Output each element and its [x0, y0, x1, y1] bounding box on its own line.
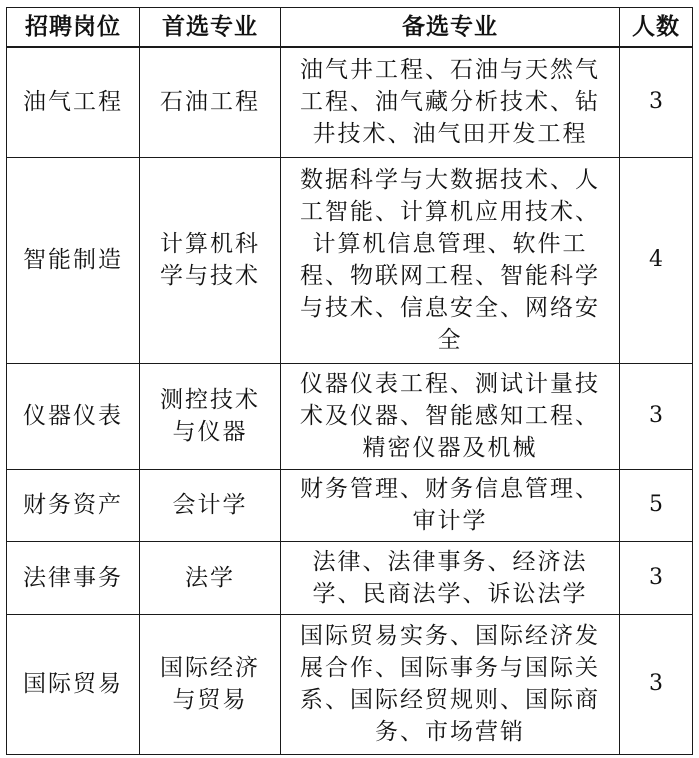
header-row	[7, 8, 693, 48]
recruitment-table-container	[6, 7, 692, 755]
table-row	[7, 614, 693, 754]
header-primary-major: 首选专业	[140, 8, 281, 48]
header-position: 招聘岗位	[7, 8, 140, 48]
cell-count: 3	[620, 614, 693, 754]
cell-count: 3	[620, 363, 693, 469]
cell-primary-major: 石油工程	[140, 47, 281, 157]
cell-position: 法律事务	[7, 541, 140, 614]
cell-count: 3	[620, 47, 693, 157]
cell-alternate-majors: 国际贸易实务、国际经济发展合作、国际事务与国际关系、国际经贸规则、国际商务、市场营销	[281, 614, 620, 754]
cell-alternate-majors: 财务管理、财务信息管理、审计学	[281, 469, 620, 541]
table-header	[7, 8, 693, 48]
cell-position: 仪器仪表	[7, 363, 140, 469]
table-row	[7, 363, 693, 469]
cell-count: 4	[620, 157, 693, 363]
cell-primary-major: 国际经济与贸易	[140, 614, 281, 754]
cell-position: 财务资产	[7, 469, 140, 541]
cell-alternate-majors: 数据科学与大数据技术、人工智能、计算机应用技术、计算机信息管理、软件工程、物联网工程、智能科学与技术、信息安全、网络安全	[281, 157, 620, 363]
cell-primary-major: 计算机科学与技术	[140, 157, 281, 363]
table-row	[7, 47, 693, 157]
cell-primary-major: 会计学	[140, 469, 281, 541]
cell-position: 国际贸易	[7, 614, 140, 754]
table-row	[7, 157, 693, 363]
table-row	[7, 469, 693, 541]
cell-count: 5	[620, 469, 693, 541]
cell-primary-major: 法学	[140, 541, 281, 614]
cell-count: 3	[620, 541, 693, 614]
cell-position: 智能制造	[7, 157, 140, 363]
cell-position: 油气工程	[7, 47, 140, 157]
header-alternate-majors: 备选专业	[281, 8, 620, 48]
table-body	[7, 47, 693, 754]
cell-alternate-majors: 油气井工程、石油与天然气工程、油气藏分析技术、钻井技术、油气田开发工程	[281, 47, 620, 157]
cell-alternate-majors: 仪器仪表工程、测试计量技术及仪器、智能感知工程、精密仪器及机械	[281, 363, 620, 469]
header-count: 人数	[620, 8, 693, 48]
cell-alternate-majors: 法律、法律事务、经济法学、民商法学、诉讼法学	[281, 541, 620, 614]
recruitment-table	[6, 7, 693, 755]
table-row	[7, 541, 693, 614]
cell-primary-major: 测控技术与仪器	[140, 363, 281, 469]
